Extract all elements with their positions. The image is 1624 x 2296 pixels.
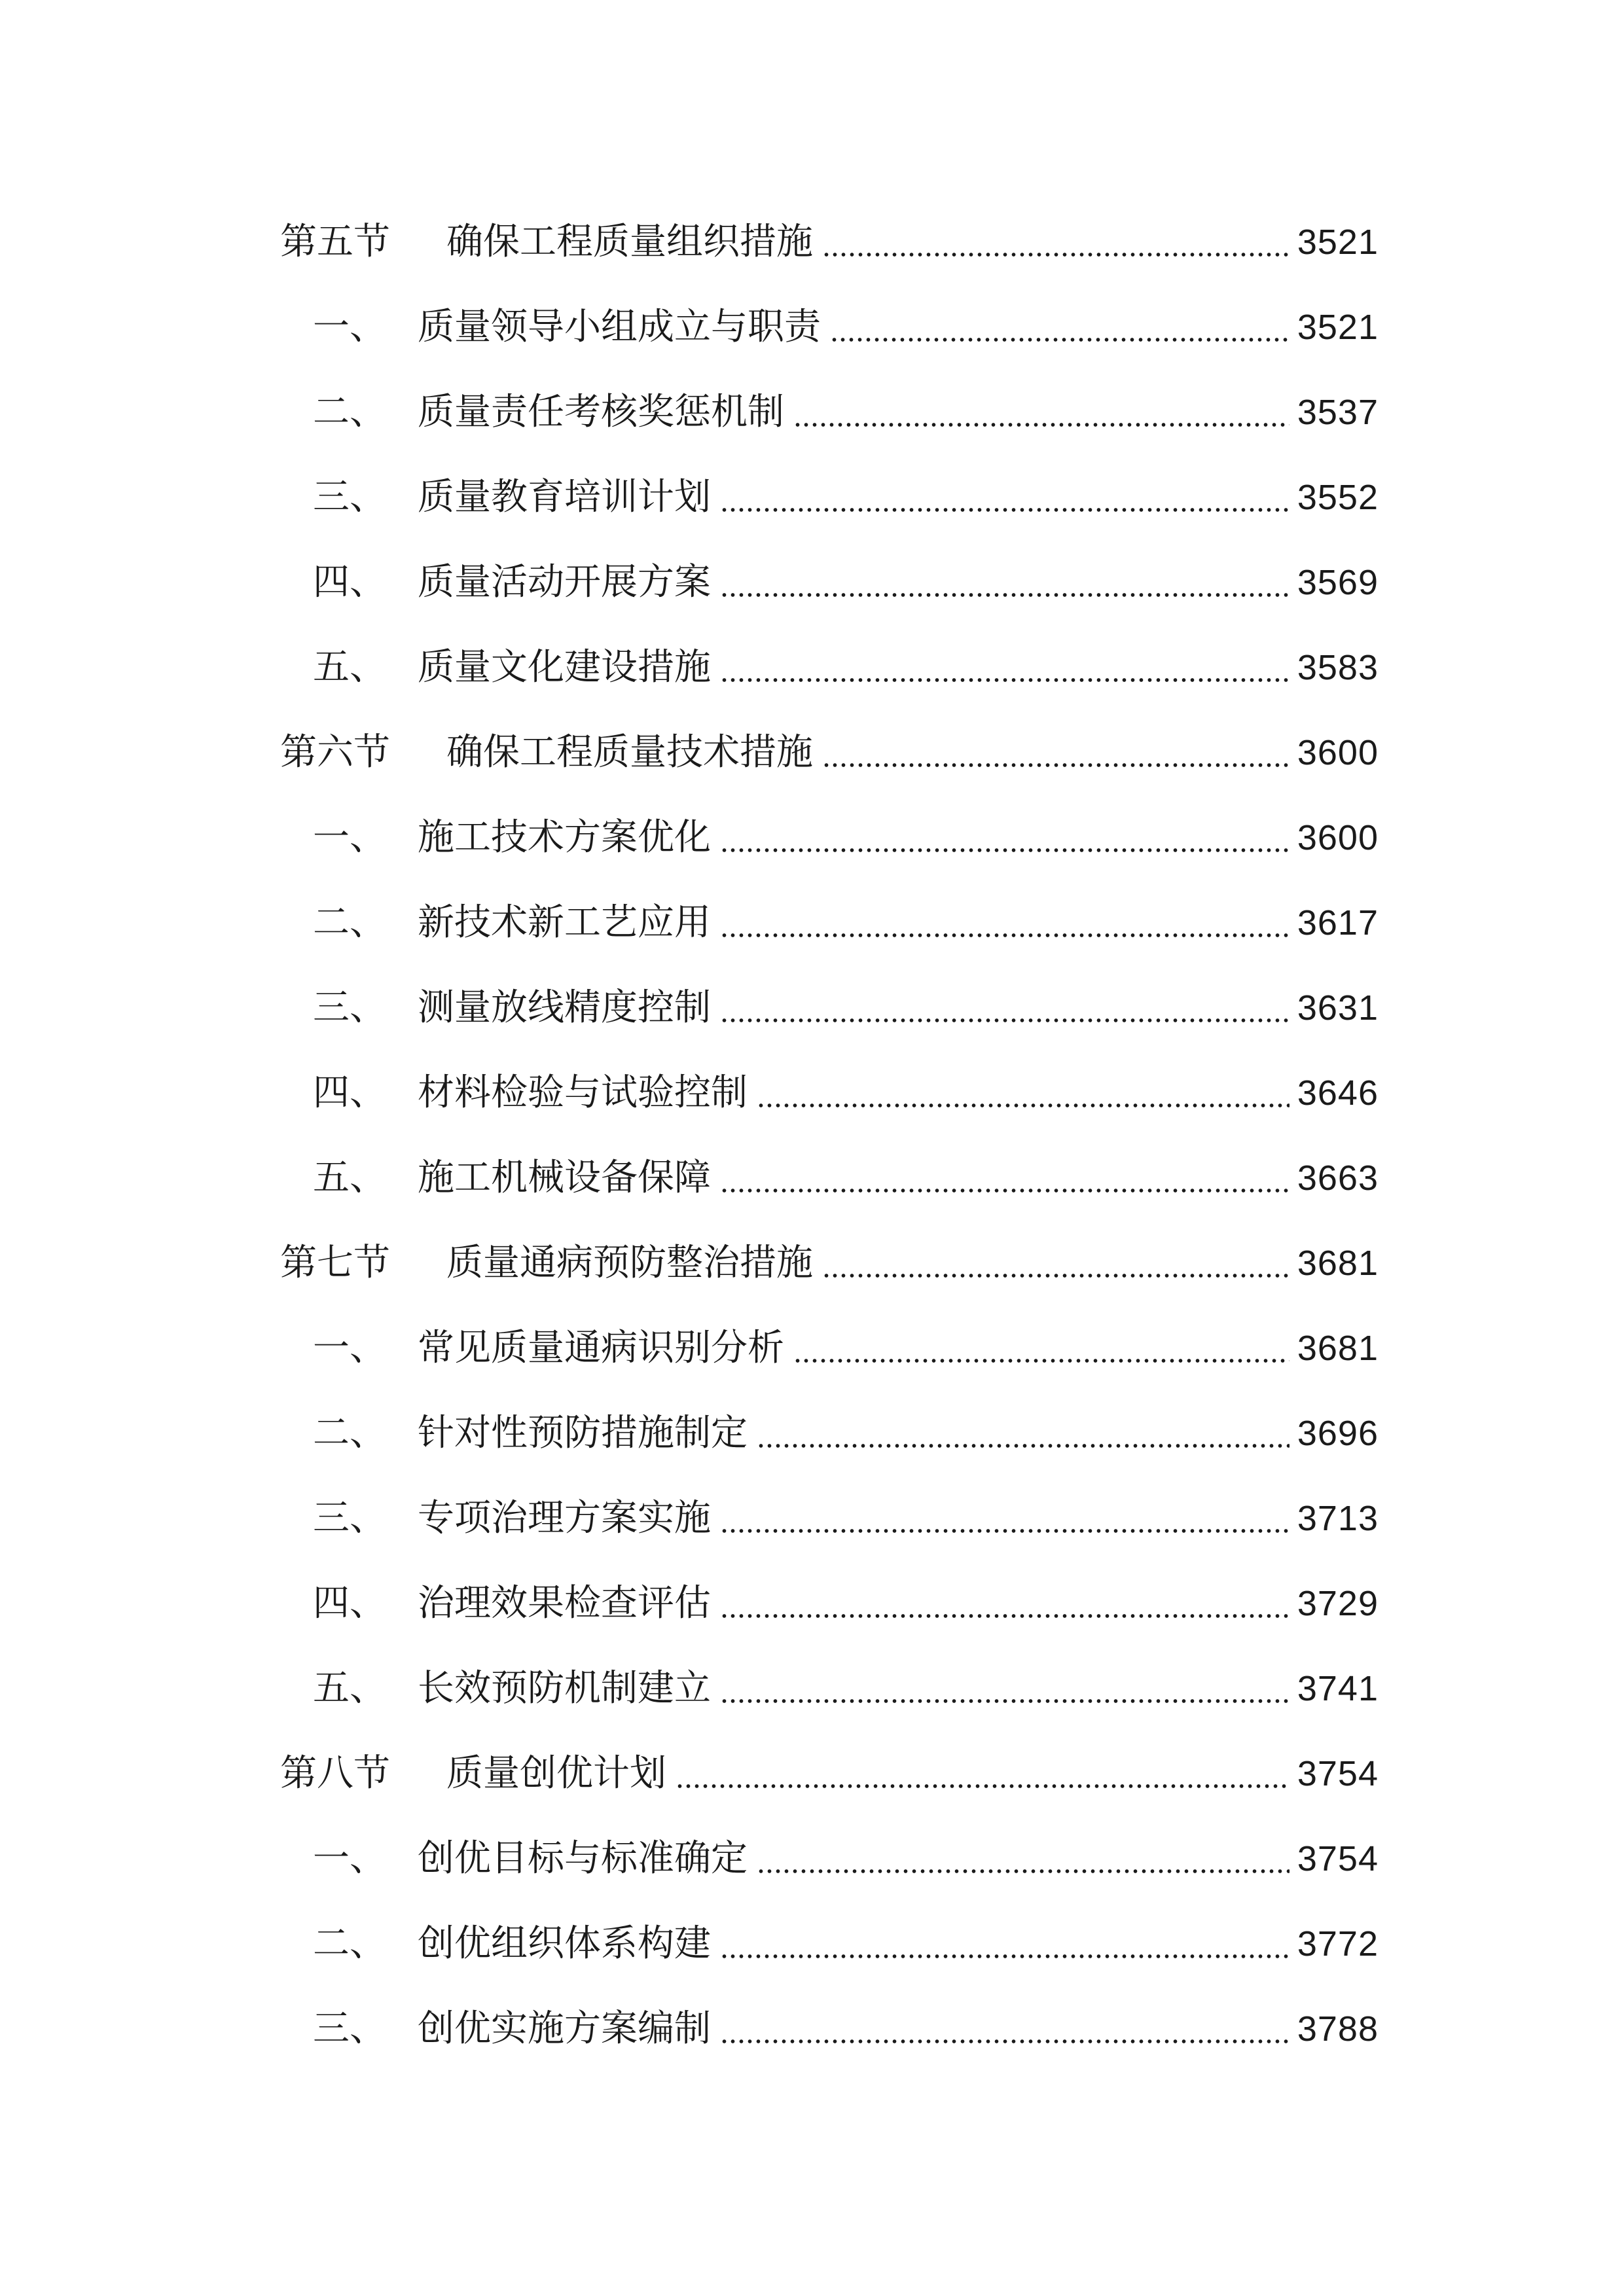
dot-leader [830,338,1290,342]
toc-entry[interactable] [0,1571,1624,1636]
toc-title: 施工机械设备保障 [418,1157,711,1199]
toc-entry[interactable] [0,720,1624,785]
toc-title: 创优组织体系构建 [418,1922,711,1965]
toc-page-number: 3537 [1297,393,1379,432]
dot-leader [822,763,1290,767]
toc-title: 测量放线精度控制 [418,986,711,1029]
toc-title: 质量活动开展方案 [418,561,711,603]
toc-number: 第八节 [280,1752,390,1795]
toc-title: 新技术新工艺应用 [418,901,711,944]
dot-leader [720,2039,1290,2043]
toc-page-number: 3754 [1297,1839,1379,1878]
toc-page-number: 3663 [1297,1158,1379,1198]
toc-page-number: 3569 [1297,563,1379,602]
toc-entry[interactable] [0,635,1624,700]
toc-page-number: 3600 [1297,818,1379,857]
dot-leader [720,1189,1290,1193]
toc-number: 三、 [313,1497,386,1539]
toc-entry[interactable] [0,805,1624,870]
toc-title: 施工技术方案优化 [418,816,711,859]
toc-entry[interactable] [0,209,1624,275]
toc-entry[interactable] [0,1486,1624,1551]
toc-number: 三、 [313,476,386,518]
toc-page-number: 3681 [1297,1244,1379,1283]
toc-entry[interactable] [0,1401,1624,1466]
toc-entry[interactable] [0,1911,1624,1977]
toc-title: 长效预防机制建立 [418,1667,711,1710]
toc-page-number: 3713 [1297,1499,1379,1538]
dot-leader [822,1274,1290,1278]
toc-number: 五、 [313,646,386,689]
toc-number: 第五节 [280,221,390,263]
toc-number: 一、 [313,1837,386,1880]
toc-number: 一、 [313,1327,386,1369]
dot-leader [720,508,1290,512]
toc-title: 质量文化建设措施 [418,646,711,689]
toc-title: 专项治理方案实施 [418,1497,711,1539]
toc-entry[interactable] [0,1060,1624,1126]
toc-page-number: 3552 [1297,478,1379,517]
toc-number: 四、 [313,1582,386,1624]
toc-entry[interactable] [0,1656,1624,1721]
toc-page-number: 3741 [1297,1669,1379,1708]
toc-title: 质量创优计划 [446,1752,666,1795]
toc-number: 二、 [313,1922,386,1965]
toc-title: 创优实施方案编制 [418,2007,711,2050]
toc-page-number: 3696 [1297,1414,1379,1453]
dot-leader [793,1359,1290,1363]
dot-leader [757,1444,1290,1448]
toc-entry[interactable] [0,1996,1624,2062]
dot-leader [720,593,1290,597]
toc-page-number: 3600 [1297,733,1379,772]
toc-entry[interactable] [0,295,1624,360]
dot-leader [720,1614,1290,1618]
toc-page-number: 3617 [1297,903,1379,942]
dot-leader [720,933,1290,937]
dot-leader [793,423,1290,427]
toc-page-number: 3788 [1297,2009,1379,2049]
toc-title: 针对性预防措施制定 [418,1412,748,1454]
toc-number: 四、 [313,1071,386,1114]
toc-entry[interactable] [0,380,1624,445]
toc-number: 第七节 [280,1242,390,1284]
toc-number: 三、 [313,2007,386,2050]
toc-title: 创优目标与标准确定 [418,1837,748,1880]
dot-leader [720,678,1290,682]
toc-title: 质量领导小组成立与职责 [418,306,821,348]
toc-entry[interactable] [0,1741,1624,1806]
toc-number: 一、 [313,306,386,348]
toc-page-number: 3521 [1297,223,1379,262]
toc-title: 质量责任考核奖惩机制 [418,391,784,433]
dot-leader [676,1784,1290,1788]
toc-page-number: 3631 [1297,988,1379,1028]
toc-title: 材料检验与试验控制 [418,1071,748,1114]
dot-leader [720,1529,1290,1533]
dot-leader [720,848,1290,852]
dot-leader [720,1699,1290,1703]
toc-entry[interactable] [0,1826,1624,1892]
dot-leader [757,1103,1290,1107]
toc-number: 四、 [313,561,386,603]
toc-title: 质量通病预防整治措施 [446,1242,813,1284]
toc-page-number: 3646 [1297,1073,1379,1113]
dot-leader [757,1869,1290,1873]
toc-number: 二、 [313,1412,386,1454]
dot-leader [822,253,1290,257]
toc-page-number: 3521 [1297,308,1379,347]
toc-entry[interactable] [0,1145,1624,1211]
toc-title: 质量教育培训计划 [418,476,711,518]
toc-title: 常见质量通病识别分析 [418,1327,784,1369]
toc-page-number: 3681 [1297,1329,1379,1368]
dot-leader [720,1018,1290,1022]
toc-entry[interactable] [0,890,1624,956]
toc-title: 确保工程质量技术措施 [446,731,813,774]
toc-entry[interactable] [0,550,1624,615]
toc-entry[interactable] [0,1316,1624,1381]
toc-entry[interactable] [0,1230,1624,1296]
toc-number: 一、 [313,816,386,859]
toc-entry[interactable] [0,465,1624,530]
toc-number: 二、 [313,901,386,944]
toc-page-number: 3583 [1297,648,1379,687]
toc-number: 二、 [313,391,386,433]
toc-entry[interactable] [0,975,1624,1041]
toc-page-number: 3772 [1297,1924,1379,1964]
toc-title: 确保工程质量组织措施 [446,221,813,263]
toc-title: 治理效果检查评估 [418,1582,711,1624]
toc-number: 三、 [313,986,386,1029]
toc-number: 第六节 [280,731,390,774]
toc-number: 五、 [313,1157,386,1199]
dot-leader [720,1954,1290,1958]
toc-page-number: 3754 [1297,1754,1379,1793]
toc-page-number: 3729 [1297,1584,1379,1623]
toc-number: 五、 [313,1667,386,1710]
